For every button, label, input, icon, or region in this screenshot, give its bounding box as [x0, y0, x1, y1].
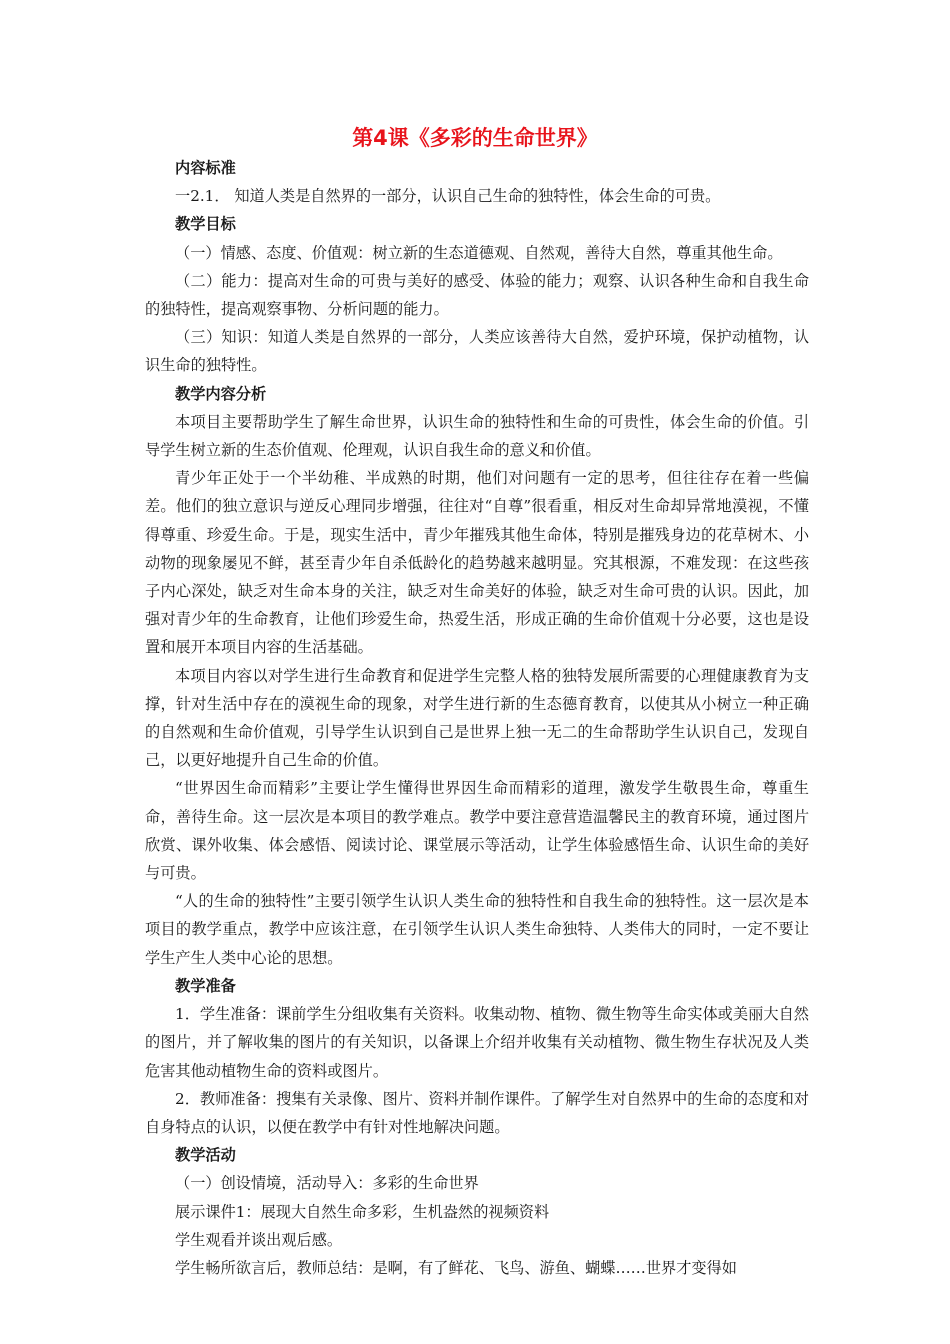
analysis-paragraph-2: 青少年正处于一个半幼稚、半成熟的时期，他们对问题有一定的思考，但往往存在着一些偏差。他们的独立意识与逆反心理同步增强，往往对“自尊”很看重，相反对生命却异常地漠视，不懂得尊重、珍爱生命。于是，现实生活中，青少年摧残其他生命体，特别是摧残身边的花草树木、小动物的现象屡见不鲜，甚至青少年自杀低龄化的趋势越来越明显。究其根源，不难发现：在这些孩子内心深处，缺乏对生命本身的关注，缺乏对生命美好的体验，缺乏对生命可贵的认识。因此，加强对青少年的生命教育，让他们珍爱生命，热爱生活，形成正确的生命价值观十分必要，这也是设置和展开本项目内容的生活基础。: [145, 469, 809, 657]
analysis-paragraph-4: “世界因生命而精彩”主要让学生懂得世界因生命而精彩的道理，激发学生敬畏生命，尊重生命，善待生命。这一层次是本项目的教学难点。教学中要注意营造温馨民主的教育环境，通过图片欣赏、课外收集、体会感悟、阅读讨论、课堂展示等活动，让学生体验感悟生命、认识生命的美好与可贵。: [145, 779, 809, 883]
section-heading-analysis: 教学内容分析: [175, 384, 267, 403]
prep-paragraph-2: 2．教师准备：搜集有关录像、图片、资料并制作课件。了解学生对自然界中的生命的态度和对自身特点的认识，以便在教学中有针对性地解决问题。: [145, 1089, 809, 1136]
analysis-paragraph-1: 本项目主要帮助学生了解生命世界，认识生命的独特性和生命的可贵性，体会生命的价值。引导学生树立新的生态价值观、伦理观，认识自我生命的意义和价值。: [145, 412, 809, 460]
section-heading-goals: 教学目标: [175, 215, 236, 234]
analysis-paragraph-3: 本项目内容以对学生进行生命教育和促进学生完整人格的独特发展所需要的心理健康教育为支撑，针对生活中存在的漠视生命的现象，对学生进行新的生态德育教育，以使其从小树立一种正确的自然观和生命价值观，引导学生认识到自己是世界上独一无二的生命帮助学生认识自己，发现自己，以更好地提升自己生命的价值。: [145, 666, 809, 770]
activity-line-1: （一）创设情境，活动导入：多彩的生命世界: [175, 1174, 479, 1193]
prep-paragraph-1: 1．学生准备：课前学生分组收集有关资料。收集动物、植物、微生物等生命实体或美丽大自然的图片，并了解收集的图片的有关知识，以备课上介绍并收集有关动植物、微生物生存状况及人类危害其他动植物生命的资料或图片。: [145, 1005, 809, 1080]
document-body: [145, 154, 809, 1282]
activity-line-3: 学生观看并谈出观后感。: [175, 1230, 343, 1249]
analysis-paragraph-5: “人的生命的独特性”主要引领学生认识人类生命的独特性和自我生命的独特性。这一层次是本项目的教学重点，教学中应该注意，在引领学生认识人类生命独特、人类伟大的同时，一定不要让学生产生人类中心论的思想。: [145, 892, 809, 967]
activity-line-2: 展示课件1：展现大自然生命多彩，生机盎然的视频资料: [175, 1202, 550, 1221]
section-heading-activities: 教学活动: [175, 1146, 236, 1165]
goal-paragraph-3: （三）知识：知道人类是自然界的一部分，人类应该善待大自然，爱护环境，保护动植物，认识生命的独特性。: [145, 328, 809, 375]
page-title: 第4课《多彩的生命世界》: [352, 126, 598, 150]
section-heading-prep: 教学准备: [175, 976, 236, 995]
goal-paragraph-2: （二）能力：提高对生命的可贵与美好的感受、体验的能力；观察、认识各种生命和自我生命的独特性，提高观察事物、分析问题的能力。: [145, 271, 809, 319]
activity-line-4: 学生畅所欲言后，教师总结：是啊，有了鲜花、飞鸟、游鱼、蝴蝶……世界才变得如: [175, 1258, 737, 1277]
goal-paragraph-1: （一）情感、态度、价值观：树立新的生态道德观、自然观，善待大自然，尊重其他生命。: [175, 243, 783, 262]
section-heading-standard: 内容标准: [175, 159, 236, 177]
standard-text: 一2.1． 知道人类是自然界的一部分，认识自己生命的独特性，体会生命的可贵。: [175, 187, 721, 206]
